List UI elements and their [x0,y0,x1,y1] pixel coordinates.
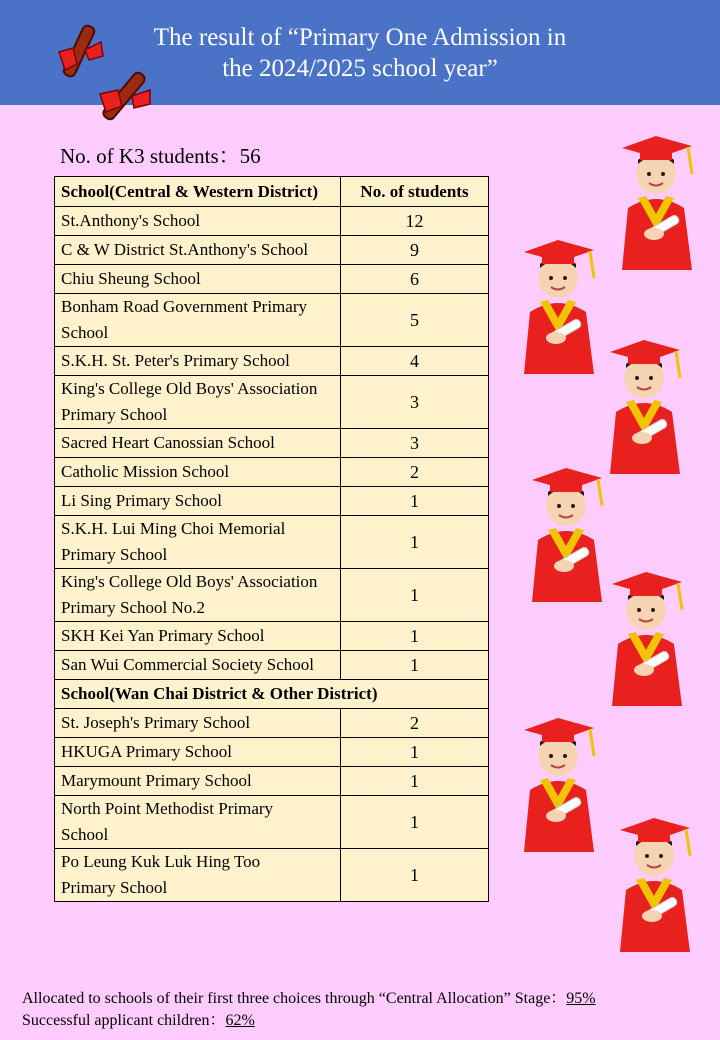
title-line-2: the 2024/2025 school year” [222,55,498,82]
student-count: 1 [341,738,489,767]
student-count: 1 [341,849,489,902]
table-row [55,429,489,458]
success-label: Successful applicant children： [22,1012,226,1029]
school-name: C & W District St.Anthony's School [61,240,309,259]
student-count: 4 [341,347,489,376]
school-name-cell [55,709,341,738]
school-name: Marymount Primary School [61,771,252,790]
school-name-cell [55,347,341,376]
table-row [55,236,489,265]
school-name: Primary School [61,878,168,897]
other-district-header-row [55,680,489,709]
school-name-cell [55,458,341,487]
graduate-child-icon [510,712,606,852]
school-name: SKH Kei Yan Primary School [61,626,265,645]
results-table-body [55,177,489,902]
table-row [55,207,489,236]
student-count: 1 [341,767,489,796]
table-row [55,738,489,767]
title-line-1: The result of “Primary One Admission in [153,24,567,51]
school-name: King's College Old Boys' Association [61,379,318,398]
student-count-header: No. of students [341,177,489,207]
school-name-cell [55,376,341,429]
school-name: Li Sing Primary School [61,491,223,510]
student-count: 1 [341,487,489,516]
school-name: Primary School [61,405,168,424]
student-count: 1 [341,796,489,849]
central-district-header: School(Central & Western District) [55,177,341,207]
table-row [55,487,489,516]
success-line [22,1010,596,1032]
table-row [55,347,489,376]
school-name: School [61,825,109,844]
graduate-child-icon [596,334,692,474]
table-row [55,516,489,569]
allocation-line [22,988,596,1010]
school-name-cell [55,236,341,265]
school-name: Po Leung Kuk Luk Hing Too [61,852,261,871]
success-rate: 62% [225,1012,255,1029]
student-count: 1 [341,569,489,622]
school-name-cell [55,487,341,516]
school-name-cell [55,294,341,347]
school-name: Primary School [61,545,168,564]
graduate-child-icon [598,566,694,706]
admission-results-table [54,176,489,902]
student-count: 1 [341,516,489,569]
student-count: 2 [341,709,489,738]
school-name: Bonham Road Government Primary School [61,297,307,342]
school-name-cell [55,651,341,680]
central-header-row [55,177,489,207]
table-row [55,651,489,680]
table-row [55,796,489,849]
student-count: 5 [341,294,489,347]
school-name: HKUGA Primary School [61,742,232,761]
student-count: 3 [341,376,489,429]
school-name: St.Anthony's School [61,211,201,230]
school-name-cell [55,767,341,796]
table-row [55,849,489,902]
school-name-cell [55,738,341,767]
table-row [55,294,489,347]
table-row [55,458,489,487]
student-count: 2 [341,458,489,487]
school-name-cell [55,569,341,622]
k3-student-count: No. of K3 students：56 [60,144,261,168]
school-name: Catholic Mission School [61,462,230,481]
other-district-header: School(Wan Chai District & Other District) [55,680,489,709]
school-name-cell [55,207,341,236]
school-name: S.K.H. Lui Ming Choi Memorial [61,519,286,538]
diploma-scroll-icon [98,64,152,128]
graduate-child-icon [608,130,704,270]
student-count: 3 [341,429,489,458]
school-name: S.K.H. St. Peter's Primary School [61,351,290,370]
school-name: San Wui Commercial Society School [61,655,315,674]
school-name: Chiu Sheung School [61,269,201,288]
school-name-cell [55,265,341,294]
school-name: Sacred Heart Canossian School [61,433,275,452]
allocation-label: Allocated to schools of their first three choices through “Central Allocation” Stage： [22,990,567,1007]
table-row [55,265,489,294]
school-name-cell [55,516,341,569]
school-name-cell [55,849,341,902]
table-row [55,569,489,622]
table-row [55,622,489,651]
school-name-cell [55,796,341,849]
graduate-child-icon [510,234,606,374]
student-count: 1 [341,651,489,680]
school-name-cell [55,622,341,651]
student-count: 9 [341,236,489,265]
page-title [110,22,610,84]
graduate-child-icon [606,812,702,952]
table-row [55,767,489,796]
allocation-rate: 95% [566,990,596,1007]
allocation-summary [22,988,596,1032]
school-name: Primary School No.2 [61,598,206,617]
table-row [55,376,489,429]
school-name: King's College Old Boys' Association [61,572,318,591]
school-name: St. Joseph's Primary School [61,713,251,732]
table-row [55,709,489,738]
student-count: 1 [341,622,489,651]
school-name-cell [55,429,341,458]
student-count: 12 [341,207,489,236]
student-count: 6 [341,265,489,294]
school-name: North Point Methodist Primary [61,799,274,818]
